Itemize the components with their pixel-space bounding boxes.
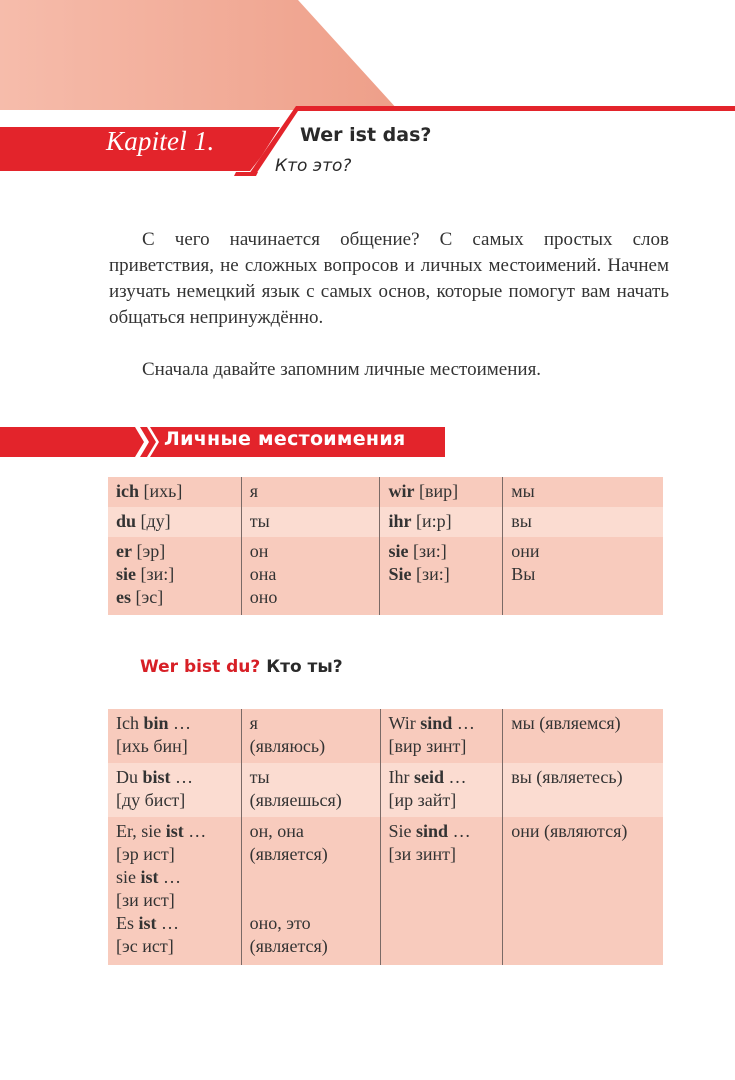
ellipsis: … <box>156 913 179 933</box>
transcription: [ихь бин] <box>116 736 188 756</box>
table-cell <box>380 507 503 537</box>
cell-line <box>388 563 494 586</box>
table-cell <box>503 763 663 817</box>
cell-line: он <box>249 541 269 561</box>
table-cell <box>108 507 241 537</box>
verb-form: bin <box>143 713 169 733</box>
cell-line: (является) <box>249 844 328 864</box>
transcription: [эс ист] <box>116 936 174 956</box>
subject: Er, sie <box>116 821 166 841</box>
transcription: [и:р] <box>416 511 452 531</box>
transcription: [вир зинт] <box>388 736 467 756</box>
table-cell <box>241 507 380 537</box>
german-pronoun: Sie <box>388 564 412 584</box>
cell-line <box>250 889 372 912</box>
transcription: [ир зайт] <box>388 790 457 810</box>
german-phrase <box>389 712 495 735</box>
verb-form: sind <box>420 713 453 733</box>
table-row <box>108 507 663 537</box>
table-cell <box>241 537 380 615</box>
table-cell <box>108 817 241 965</box>
cell-line: Вы <box>511 564 536 584</box>
transcription: [ду] <box>140 511 171 531</box>
verb-form: sind <box>416 821 449 841</box>
cell-line: оно <box>249 587 278 607</box>
table-cell <box>380 537 503 615</box>
table-cell <box>108 537 241 615</box>
table-cell <box>503 507 663 537</box>
cell-line: я <box>249 481 259 501</box>
german-phrase <box>116 912 233 935</box>
table-cell <box>503 537 663 615</box>
german-pronoun: ihr <box>388 511 412 531</box>
german-phrase <box>116 820 233 843</box>
cell-line <box>250 866 372 889</box>
ellipsis: … <box>452 713 475 733</box>
section-title: Личные местоимения <box>164 428 406 450</box>
ellipsis: … <box>158 867 181 887</box>
german-phrase <box>116 766 233 789</box>
table-row <box>108 763 663 817</box>
cell-line <box>116 480 233 503</box>
verb-form: ist <box>140 867 159 887</box>
german-phrase <box>389 766 495 789</box>
cell-line: мы <box>511 481 535 501</box>
subject: Du <box>116 767 143 787</box>
chapter-title: Wer ist das? <box>300 124 432 146</box>
subject: Ich <box>116 713 144 733</box>
cell-line: ты <box>249 767 270 787</box>
subject: sie <box>116 867 141 887</box>
ellipsis: … <box>183 821 207 841</box>
cell-line: (являюсь) <box>249 736 326 756</box>
cell-line: она <box>249 564 277 584</box>
german-pronoun: es <box>116 587 131 607</box>
table-cell <box>241 709 380 763</box>
transcription: [зи ист] <box>116 890 175 910</box>
table-row <box>108 709 663 763</box>
transcription: [ду бист] <box>116 790 186 810</box>
verb-sein-table <box>108 709 663 965</box>
german-pronoun: ich <box>116 481 140 501</box>
question-german: Wer bist du? <box>140 657 261 677</box>
cell-line <box>388 480 494 503</box>
transcription: [эр ист] <box>116 844 175 864</box>
transcription: [ихь] <box>143 481 183 501</box>
transcription: [зи:] <box>140 564 175 584</box>
cell-line <box>116 540 233 563</box>
chapter-label: Kapitel 1. <box>106 126 215 156</box>
question-russian: Кто ты? <box>266 657 343 677</box>
intro-paragraph: Сначала давайте запомним личные местоимения. <box>142 359 542 380</box>
subject: Ihr <box>388 767 415 787</box>
german-phrase <box>116 712 233 735</box>
verb-form: seid <box>414 767 445 787</box>
transcription: [зи:] <box>412 541 447 561</box>
section-question <box>140 657 343 677</box>
transcription: [эр] <box>136 541 166 561</box>
transcription: [эс] <box>135 587 164 607</box>
german-phrase <box>389 820 495 843</box>
cell-line: они (являются) <box>511 821 628 841</box>
german-pronoun: du <box>116 511 137 531</box>
cell-line <box>388 540 494 563</box>
verb-form: bist <box>142 767 171 787</box>
german-pronoun: wir <box>388 481 415 501</box>
intro-text <box>109 227 669 383</box>
cell-line: оно, это <box>249 913 311 933</box>
subject: Wir <box>388 713 421 733</box>
cell-line: ты <box>249 511 270 531</box>
table-cell <box>503 709 663 763</box>
table-cell <box>380 817 503 965</box>
table-cell <box>380 477 503 507</box>
table-cell <box>108 477 241 507</box>
table-row <box>108 477 663 507</box>
cell-line <box>116 586 233 609</box>
cell-line: мы (являемся) <box>511 713 621 733</box>
transcription: [вир] <box>418 481 459 501</box>
ellipsis: … <box>444 767 467 787</box>
german-pronoun: er <box>116 541 132 561</box>
cell-line: (являешься) <box>249 790 342 810</box>
personal-pronouns-table <box>108 477 663 615</box>
subject: Es <box>116 913 139 933</box>
cell-line: он, она <box>249 821 304 841</box>
german-phrase <box>116 866 233 889</box>
table-cell <box>241 763 380 817</box>
ellipsis: … <box>168 713 192 733</box>
subject: Sie <box>388 821 417 841</box>
ellipsis: … <box>448 821 471 841</box>
transcription: [зи:] <box>416 564 450 584</box>
table-cell <box>108 709 241 763</box>
table-cell <box>241 817 380 965</box>
cell-line <box>116 563 233 586</box>
cell-line <box>116 510 233 533</box>
table-cell <box>241 477 380 507</box>
german-pronoun: sie <box>388 541 409 561</box>
intro-paragraph: С чего начинается общение? С самых простых слов приветствия, не сложных вопросов и личных местоимений. Начнем изучать немецкий язык с самых основ, которые помогут вам начать общаться непринуждённо. <box>109 229 669 328</box>
table-cell <box>380 709 503 763</box>
table-row <box>108 817 663 965</box>
cell-line: я <box>249 713 258 733</box>
table-cell <box>503 477 663 507</box>
cell-line: (является) <box>249 936 328 956</box>
ellipsis: … <box>170 767 194 787</box>
cell-line: они <box>511 541 540 561</box>
verb-form: ist <box>165 821 184 841</box>
chapter-subtitle: Кто это? <box>275 156 352 176</box>
cell-line: вы (являетесь) <box>511 767 623 787</box>
transcription: [зи зинт] <box>388 844 456 864</box>
cell-line <box>388 510 494 533</box>
table-cell <box>503 817 663 965</box>
table-cell <box>380 763 503 817</box>
verb-form: ist <box>138 913 157 933</box>
table-cell <box>108 763 241 817</box>
table-row <box>108 537 663 615</box>
cell-line: вы <box>511 511 532 531</box>
german-pronoun: sie <box>116 564 136 584</box>
